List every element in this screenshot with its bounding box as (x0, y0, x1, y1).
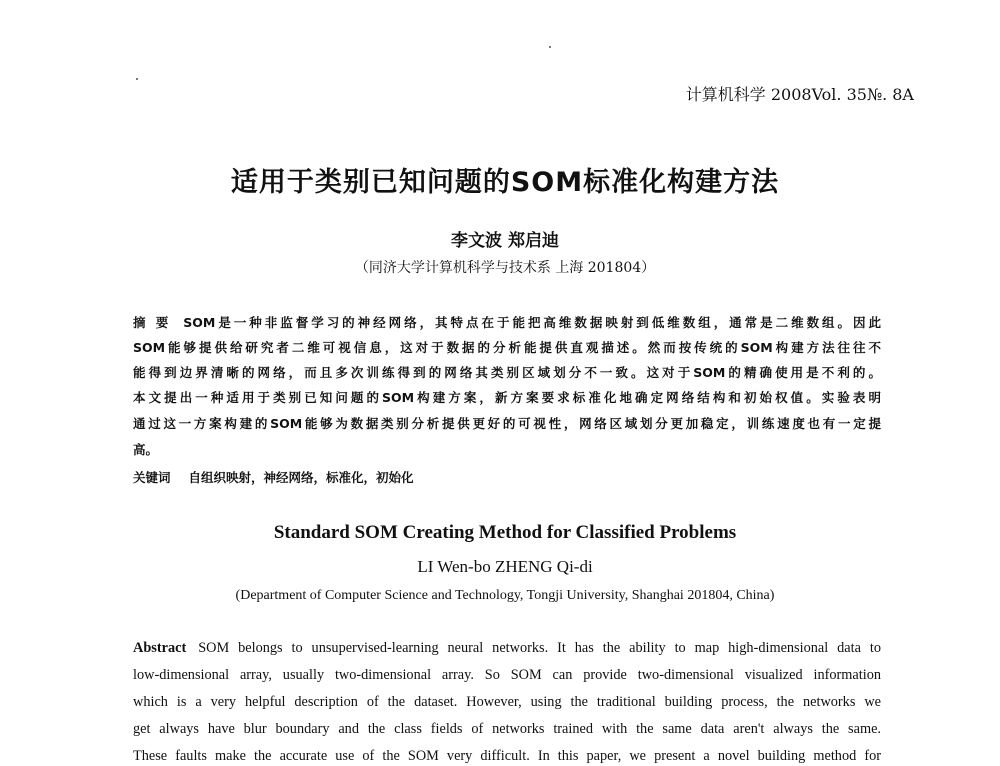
abstract-en-line: get always have blur boundary and the class fields of networks trained with the same data aren't always the same. (133, 721, 881, 737)
abstract-cn-line: 通过这一方案构建的SOM能够为数据类别分析提供更好的可视性，网络区域划分更加稳定，训练速度也有一定提 (133, 416, 881, 431)
abstract-cn-label: 摘 要 (133, 315, 172, 330)
paper-title-cn: 适用于类别已知问题的SOM标准化构建方法 (230, 167, 780, 198)
paper-title-en: Standard SOM Creating Method for Classified Problems (273, 522, 737, 543)
abstract-cn-line: 能得到边界清晰的网络，而且多次训练得到的网络其类别区域划分不一致。这对于SOM的精确使用是不利的。 (133, 365, 881, 380)
abstract-en-label: Abstract (133, 640, 187, 656)
keywords-cn (133, 468, 881, 488)
abstract-cn-line: SOM能够提供给研究者二维可视信息，这对于数据的分析能提供直观描述。然而按传统的SOM构建方法往往不 (133, 340, 881, 355)
abstract-en-line: which is a very helpful description of the dataset. However, using the traditional building process, the networks we (133, 694, 881, 710)
abstract-cn-text: SOM是一种非监督学习的神经网络，其特点在于能把高维数据映射到低维数组，通常是二维数组。因此 (183, 315, 881, 330)
affiliation-en: (Department of Computer Science and Technology, Tongji University, Shanghai 201804, China) (235, 588, 775, 603)
abstract-en-line: These faults make the accurate use of the SOM very difficult. In this paper, we present a novel building method for (133, 748, 881, 764)
keywords-cn-label: 关键词 (133, 470, 171, 485)
abstract-cn-line: 高。 (133, 442, 159, 457)
abstract-en-line: low-dimensional array, usually two-dimensional array. So SOM can provide two-dimensional visualized information (133, 667, 881, 683)
authors-cn: 李文波 郑启迪 (451, 231, 559, 251)
keywords-cn-text: 自组织映射，神经网络，标准化，初始化 (188, 470, 414, 485)
abstract-en-line (133, 638, 881, 658)
abstract-cn-line (133, 313, 881, 333)
journal-header: 计算机科学 2008Vol. 35№. 8A (685, 85, 914, 104)
abstract-cn-line: 本文提出一种适用于类别已知问题的SOM构建方案，新方案要求标准化地确定网络结构和初始权值。实验表明 (133, 390, 881, 405)
authors-en: LI Wen-bo ZHENG Qi-di (417, 557, 593, 576)
affiliation-cn: （同济大学计算机科学与技术系 上海 201804） (354, 260, 656, 276)
abstract-en-text: SOM belongs to unsupervised-learning neural networks. It has the ability to map high-dimensional data to (198, 640, 881, 656)
